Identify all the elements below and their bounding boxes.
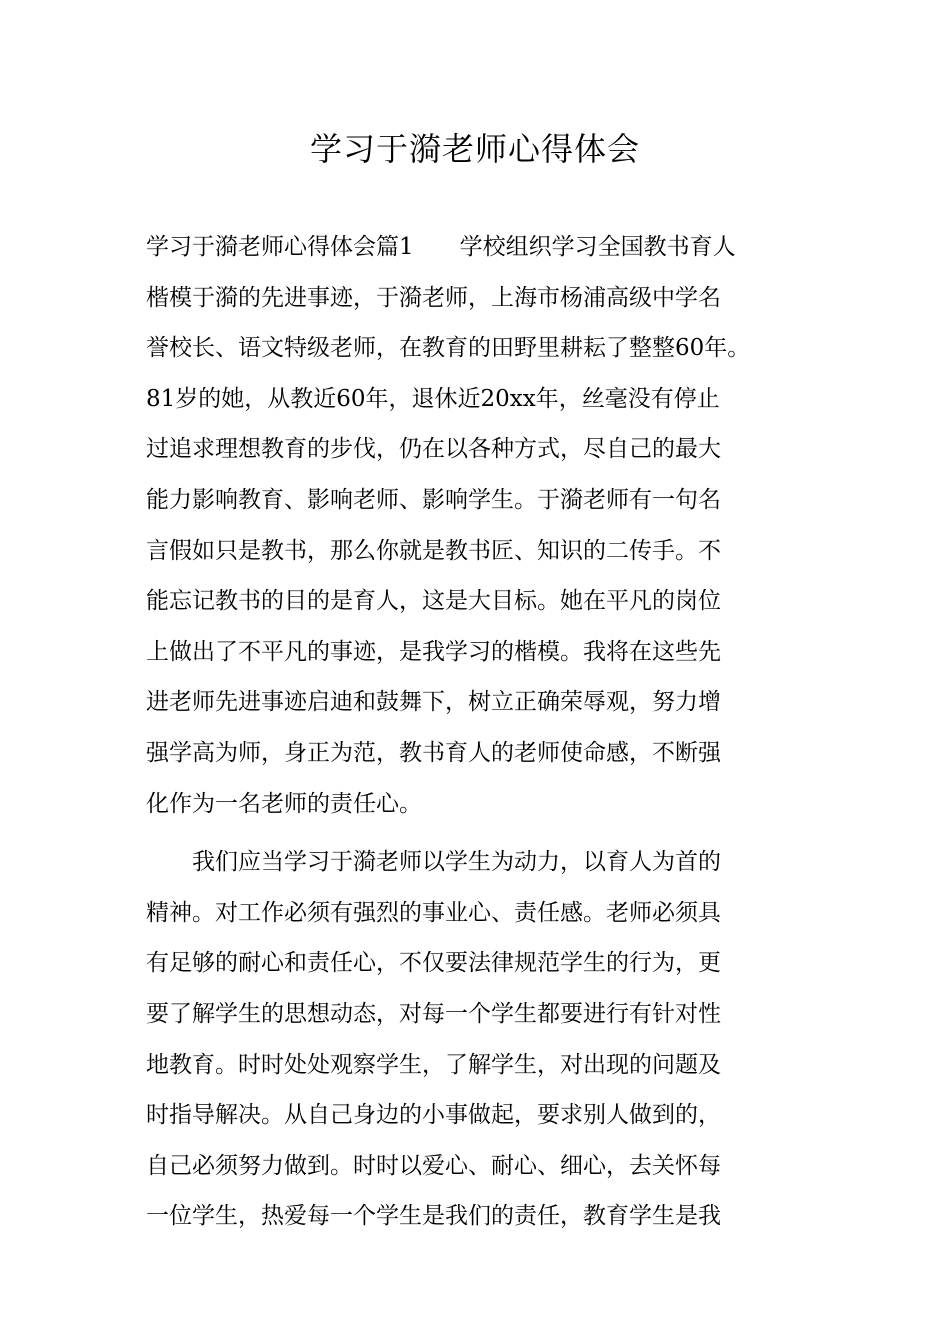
text-line: 有足够的耐心和责任心，不仅要法律规范学生的行为，更: [146, 950, 721, 977]
paragraph-gap: [146, 829, 846, 837]
text-line: 言假如只是教书，那么你就是教书匠、知识的二传手。不: [146, 537, 721, 564]
text-line: 时指导解决。从自己身边的小事做起，要求别人做到的，: [146, 1102, 721, 1129]
paragraph-2: [146, 837, 846, 1242]
text-line: 能力影响教育、影响老师、影响学生。于漪老师有一句名: [146, 486, 721, 513]
text-line: 学习于漪老师心得体会篇1 学校组织学习全国教书育人: [146, 234, 736, 260]
text-line: 上做出了不平凡的事迹，是我学习的楷模。我将在这些先: [146, 638, 721, 665]
text-line: 精神。对工作必须有强烈的事业心、责任感。老师必须具: [146, 899, 721, 926]
text-line: 楷模于漪的先进事迹，于漪老师，上海市杨浦高级中学名: [146, 284, 721, 311]
text-line: 誉校长、语文特级老师，在教育的田野里耕耘了整整60年。: [146, 335, 751, 362]
text-line: 我们应当学习于漪老师以学生为动力，以育人为首的: [146, 849, 721, 876]
text-line: 进老师先进事迹启迪和鼓舞下，树立正确荣辱观，努力增: [146, 689, 721, 716]
text-line: 要了解学生的思想动态，对每一个学生都要进行有针对性: [146, 1000, 721, 1027]
text-line: 一位学生，热爱每一个学生是我们的责任，教育学生是我: [146, 1203, 721, 1230]
document-body: [146, 222, 846, 1242]
text-line: 81岁的她，从教近60年，退休近20xx年，丝毫没有停止: [146, 385, 720, 412]
text-line: 化作为一名老师的责任心。: [146, 790, 422, 817]
text-line: 地教育。时时处处观察学生，了解学生，对出现的问题及: [146, 1051, 721, 1078]
document-title: 学习于漪老师心得体会: [309, 130, 640, 168]
paragraph-1: [146, 222, 846, 829]
text-line: 过追求理想教育的步伐，仍在以各种方式，尽自己的最大: [146, 436, 721, 463]
text-line: 强学高为师，身正为范，教书育人的老师使命感，不断强: [146, 739, 721, 766]
text-line: 能忘记教书的目的是育人，这是大目标。她在平凡的岗位: [146, 588, 721, 615]
text-line: 自己必须努力做到。时时以爱心、耐心、细心，去关怀每: [146, 1152, 721, 1179]
